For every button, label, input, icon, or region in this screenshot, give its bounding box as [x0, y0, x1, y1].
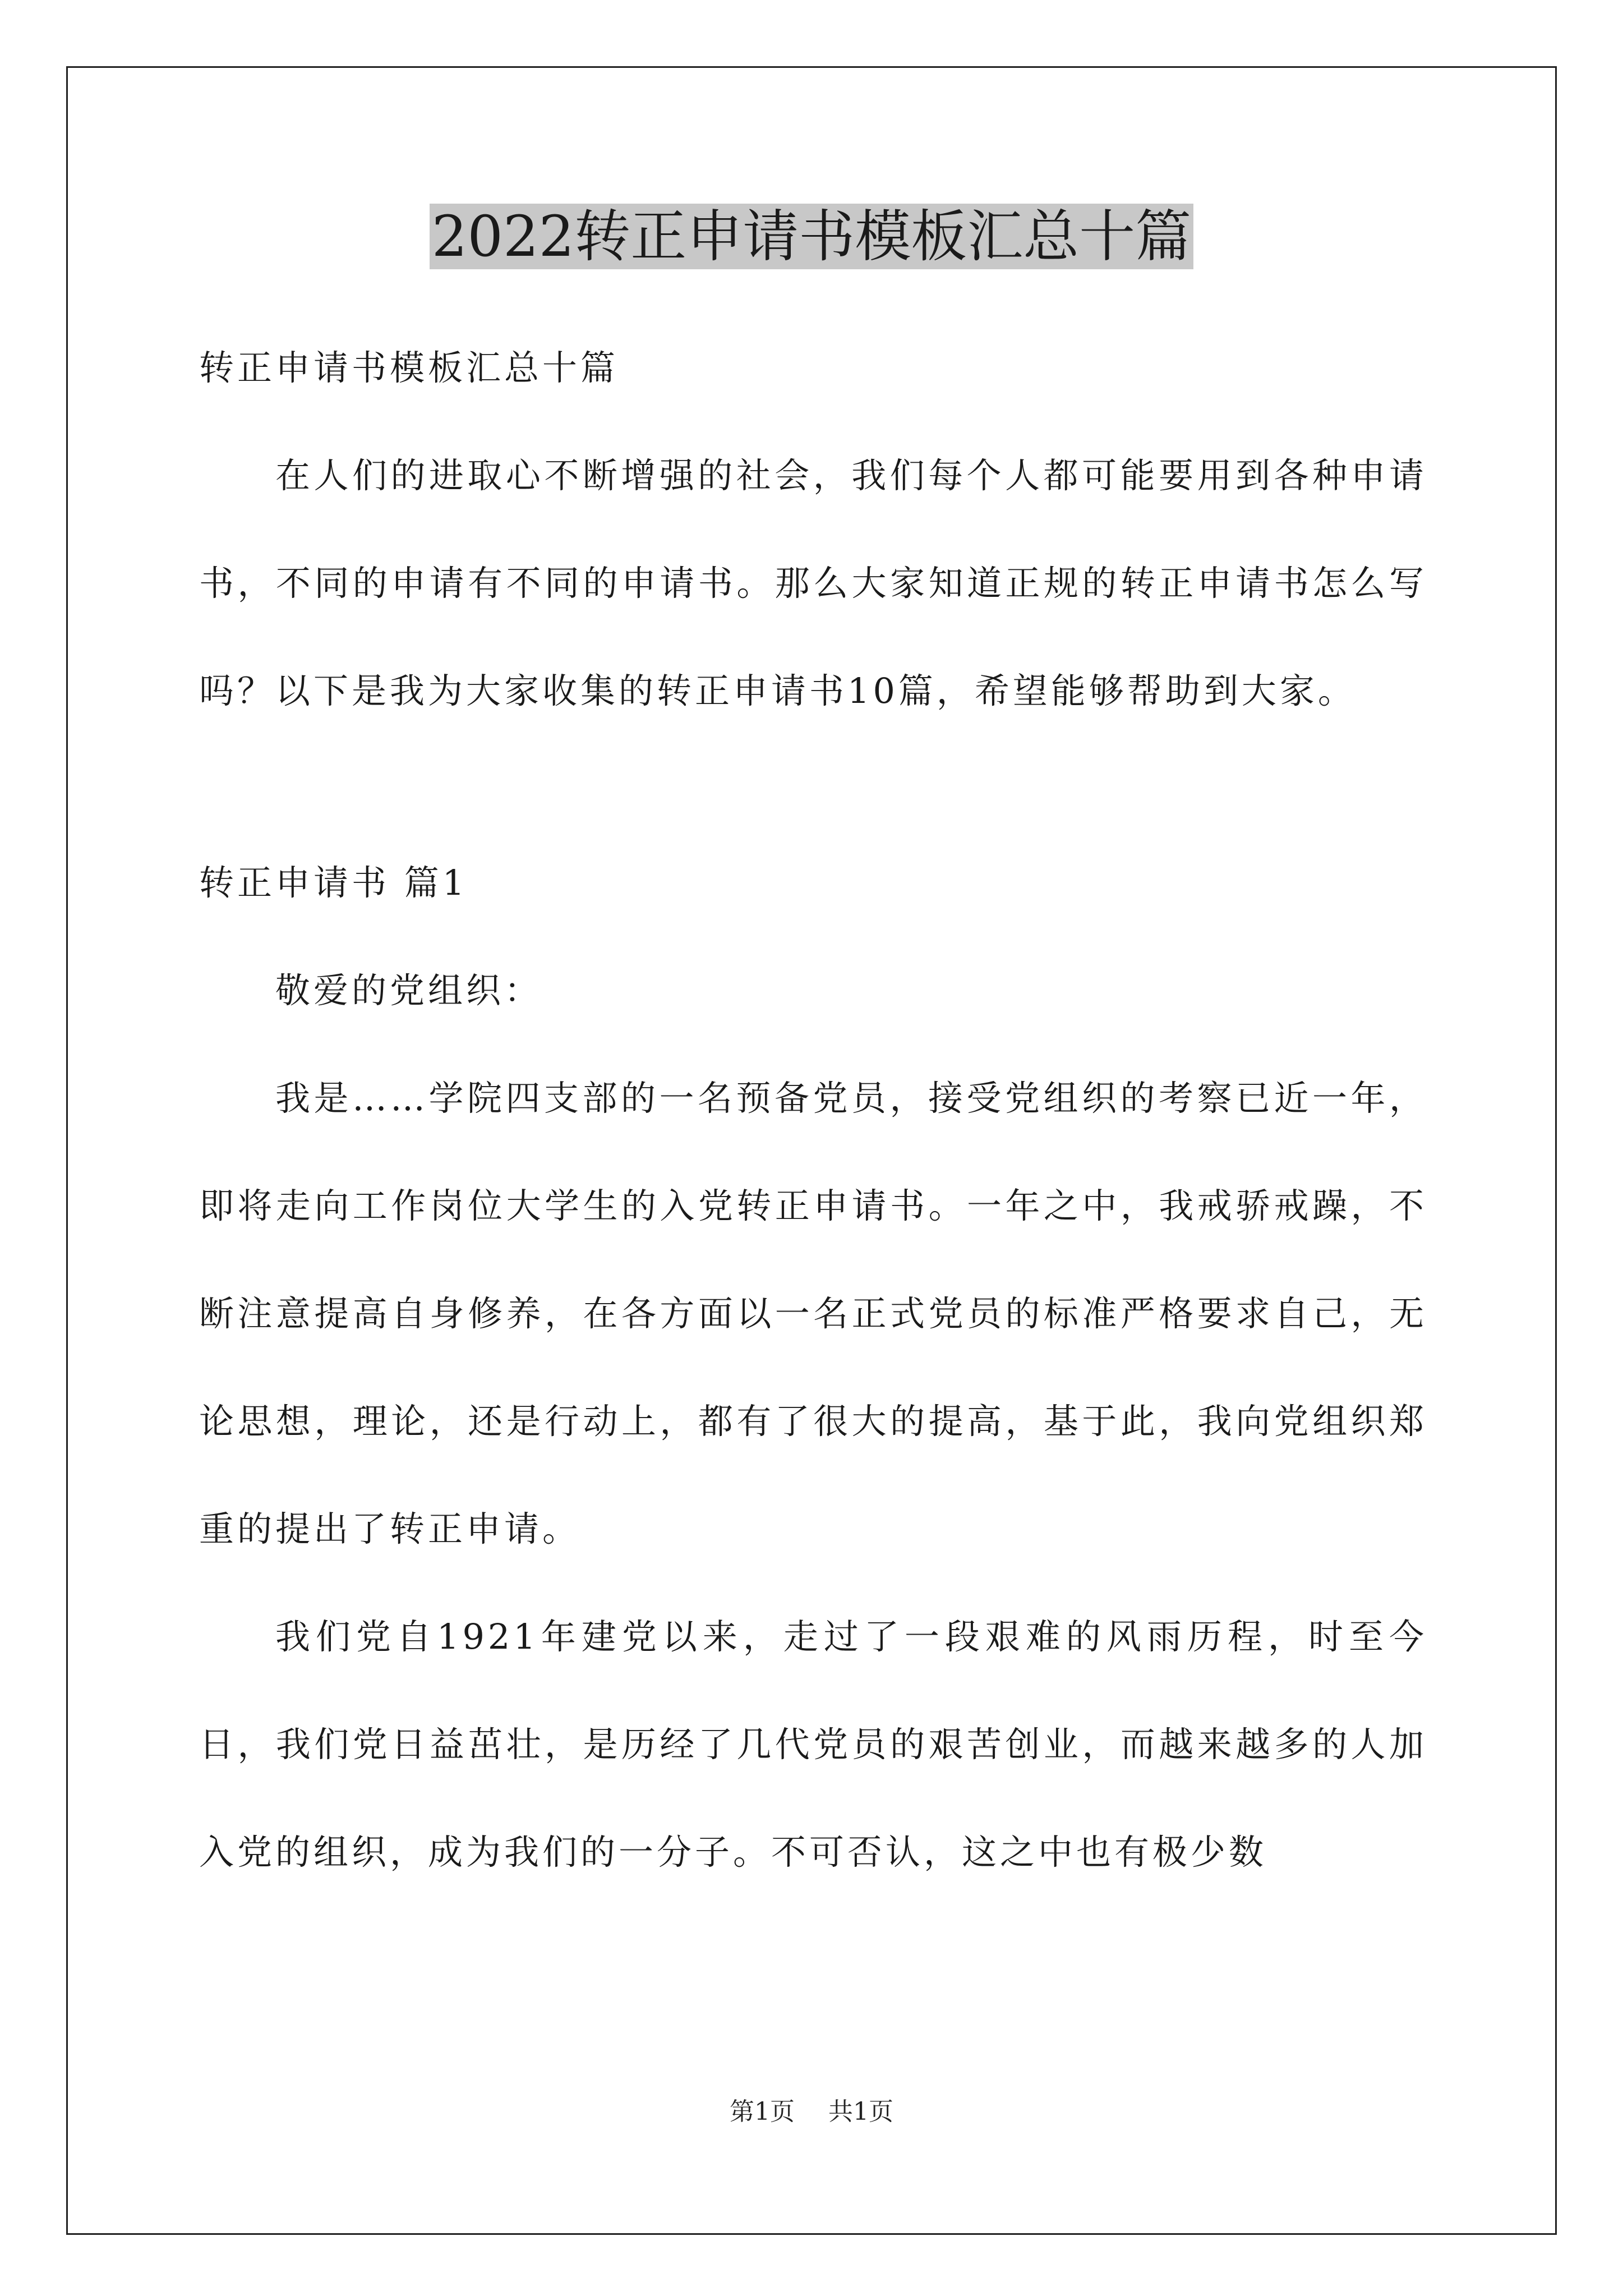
section-gap	[199, 745, 1427, 829]
page-total: 共1页	[828, 2097, 893, 2126]
body-paragraph-1: 我是……学院四支部的一名预备党员，接受党组织的考察已近一年，即将走向工作岗位大学生的入党转正申请书。一年之中，我戒骄戒躁，不断注意提高自身修养，在各方面以一名正式党员的标准严格要求自己，无论思想，理论，还是行动上，都有了很大的提高，基于此，我向党组织郑重的提出了转正申请。	[199, 1078, 1427, 1549]
page-number: 第1页	[730, 2097, 795, 2126]
intro-paragraph: 在人们的进取心不断增强的社会，我们每个人都可能要用到各种申请书，不同的申请有不同的申请书。那么大家知道正规的转正申请书怎么写吗？以下是我为大家收集的转正申请书10篇，希望能够帮助到大家。	[199, 455, 1427, 711]
section-heading: 转正申请书 篇1	[199, 862, 468, 903]
subtitle: 转正申请书模板汇总十篇	[199, 347, 619, 388]
document-title	[0, 197, 1623, 276]
body-paragraph-2: 我们党自1921年建党以来，走过了一段艰难的风雨历程，时至今日，我们党日益茁壮，是历经了几代党员的艰苦创业，而越来越多的人加入党的组织，成为我们的一分子。不可否认，这之中也有极少数	[199, 1616, 1427, 1872]
page-footer	[0, 2095, 1623, 2129]
document-body	[199, 314, 1427, 1906]
document-title-text: 2022转正申请书模板汇总十篇	[430, 204, 1194, 269]
salutation: 敬爱的党组织：	[275, 970, 543, 1011]
